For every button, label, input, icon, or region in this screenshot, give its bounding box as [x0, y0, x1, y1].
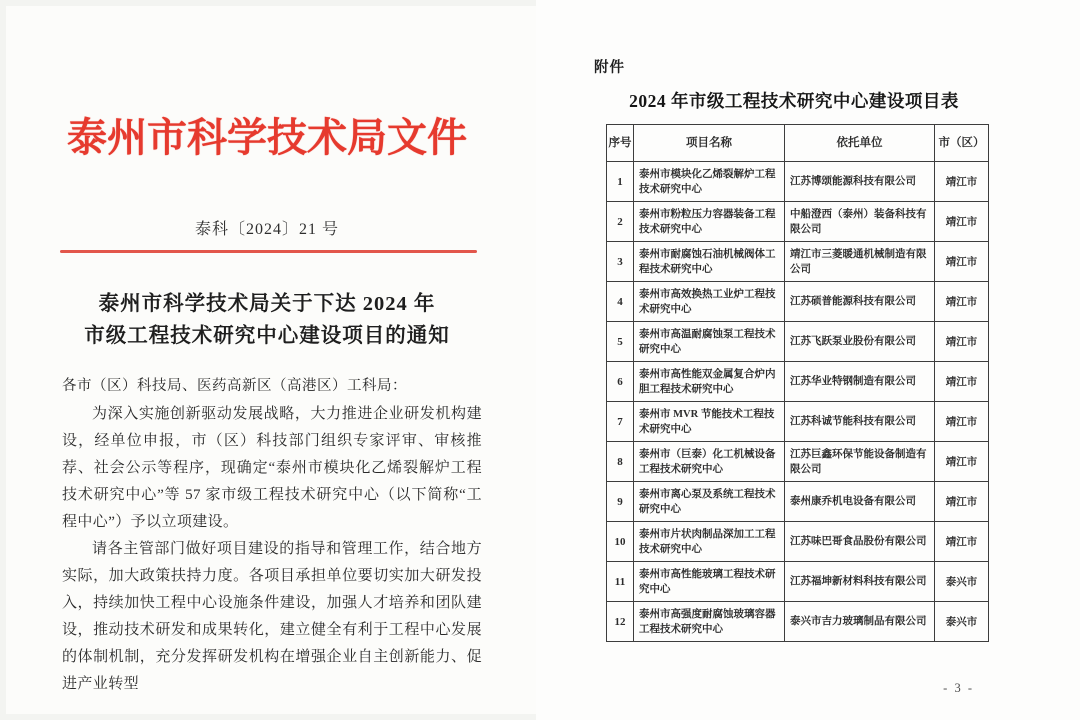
seq-cell: 9 [607, 482, 634, 522]
city-cell: 泰兴市 [935, 562, 989, 602]
seq-cell: 6 [607, 362, 634, 402]
table-row [607, 522, 989, 562]
page-right [536, 0, 1080, 720]
unit-cell: 江苏科诚节能科技有限公司 [785, 402, 935, 442]
column-header-seq-cell: 序号 [607, 125, 634, 162]
unit-cell: 中船澄西（泰州）装备科技有限公司 [785, 202, 935, 242]
table-row [607, 202, 989, 242]
table-row [607, 402, 989, 442]
seq-cell: 11 [607, 562, 634, 602]
city-cell: 靖江市 [935, 362, 989, 402]
table-row [607, 482, 989, 522]
table-row [607, 282, 989, 322]
table-row [607, 442, 989, 482]
project-name-cell: 泰州市粉粒压力容器装备工程技术研究中心 [634, 202, 785, 242]
city-cell: 靖江市 [935, 242, 989, 282]
attachment-label: 附件 [594, 60, 625, 76]
column-header-city-cell: 市（区） [935, 125, 989, 162]
unit-cell: 靖江市三菱暖通机械制造有限公司 [785, 242, 935, 282]
unit-cell: 江苏味巴哥食品股份有限公司 [785, 522, 935, 562]
seq-cell: 5 [607, 322, 634, 362]
project-name-cell: 泰州市模块化乙烯裂解炉工程技术研究中心 [634, 162, 785, 202]
city-cell: 靖江市 [935, 402, 989, 442]
unit-cell: 江苏华业特钢制造有限公司 [785, 362, 935, 402]
page-left [6, 6, 536, 714]
seq-cell: 4 [607, 282, 634, 322]
projects-table [606, 124, 989, 642]
city-cell: 靖江市 [935, 282, 989, 322]
unit-cell: 江苏福坤新材料科技有限公司 [785, 562, 935, 602]
agency-header-title: 泰州市科学技术局文件 [67, 115, 467, 160]
body-paragraph-1: 为深入实施创新驱动发展战略，大力推进企业研发机构建设，经单位申报，市（区）科技部门组织专家评审、审核推荐、社会公示等程序，现确定“泰州市模块化乙烯裂解炉工程技术研究中心”等 57 家市级工程技术研究中心（以下简称“工程中心”）予以立项建设。 [62, 406, 482, 530]
salutation: 各市（区）科技局、医药高新区（高港区）工科局： [62, 378, 407, 394]
unit-cell: 江苏飞跃泵业股份有限公司 [785, 322, 935, 362]
notice-title-line2: 市级工程技术研究中心建设项目的通知 [84, 325, 450, 347]
city-cell: 靖江市 [935, 522, 989, 562]
projects-table-head [607, 125, 989, 162]
project-name-cell: 泰州市高性能玻璃工程技术研究中心 [634, 562, 785, 602]
seq-cell: 10 [607, 522, 634, 562]
city-cell: 靖江市 [935, 482, 989, 522]
city-cell: 靖江市 [935, 442, 989, 482]
seq-cell: 12 [607, 602, 634, 642]
table-row [607, 242, 989, 282]
table-row [607, 562, 989, 602]
red-divider-line [60, 250, 477, 253]
project-name-cell: 泰州市（巨泰）化工机械设备工程技术研究中心 [634, 442, 785, 482]
seq-cell: 2 [607, 202, 634, 242]
city-cell: 靖江市 [935, 322, 989, 362]
seq-cell: 1 [607, 162, 634, 202]
unit-cell: 江苏巨鑫环保节能设备制造有限公司 [785, 442, 935, 482]
projects-table-body [607, 162, 989, 642]
table-row [607, 602, 989, 642]
page-number: - 3 - [943, 681, 974, 695]
unit-cell: 江苏博颂能源科技有限公司 [785, 162, 935, 202]
city-cell: 靖江市 [935, 162, 989, 202]
body-paragraph-2: 请各主管部门做好项目建设的指导和管理工作，结合地方实际，加大政策扶持力度。各项目承担单位要切实加大研发投入，持续加快工程中心设施条件建设，加强人才培养和团队建设，推动技术研发和成果转化，建立健全有利于工程中心发展的体制机制，充分发挥研发机构在增强企业自主创新能力、促进产业转型 [62, 541, 482, 692]
project-name-cell: 泰州市片状肉制品深加工工程技术研究中心 [634, 522, 785, 562]
seq-cell: 8 [607, 442, 634, 482]
table-row [607, 162, 989, 202]
unit-cell: 江苏硕普能源科技有限公司 [785, 282, 935, 322]
table-row [607, 322, 989, 362]
project-name-cell: 泰州市高性能双金属复合炉内胆工程技术研究中心 [634, 362, 785, 402]
table-title: 2024 年市级工程技术研究中心建设项目表 [629, 91, 959, 111]
city-cell: 靖江市 [935, 202, 989, 242]
project-name-cell: 泰州市离心泵及系统工程技术研究中心 [634, 482, 785, 522]
unit-cell: 泰州康乔机电设备有限公司 [785, 482, 935, 522]
document-number: 泰科〔2024〕21 号 [194, 221, 339, 238]
seq-cell: 3 [607, 242, 634, 282]
project-name-cell: 泰州市高效换热工业炉工程技术研究中心 [634, 282, 785, 322]
notice-title [52, 288, 482, 352]
city-cell: 泰兴市 [935, 602, 989, 642]
unit-cell: 泰兴市吉力玻璃制品有限公司 [785, 602, 935, 642]
project-name-cell: 泰州市 MVR 节能技术工程技术研究中心 [634, 402, 785, 442]
table-row [607, 362, 989, 402]
project-name-cell: 泰州市高温耐腐蚀泵工程技术研究中心 [634, 322, 785, 362]
notice-title-line1: 泰州市科学技术局关于下达 2024 年 [98, 293, 436, 315]
notice-body [62, 401, 482, 698]
project-name-cell: 泰州市高强度耐腐蚀玻璃容器工程技术研究中心 [634, 602, 785, 642]
project-name-cell: 泰州市耐腐蚀石油机械阀体工程技术研究中心 [634, 242, 785, 282]
column-header-project-name-cell: 项目名称 [634, 125, 785, 162]
column-header-unit-cell: 依托单位 [785, 125, 935, 162]
seq-cell: 7 [607, 402, 634, 442]
